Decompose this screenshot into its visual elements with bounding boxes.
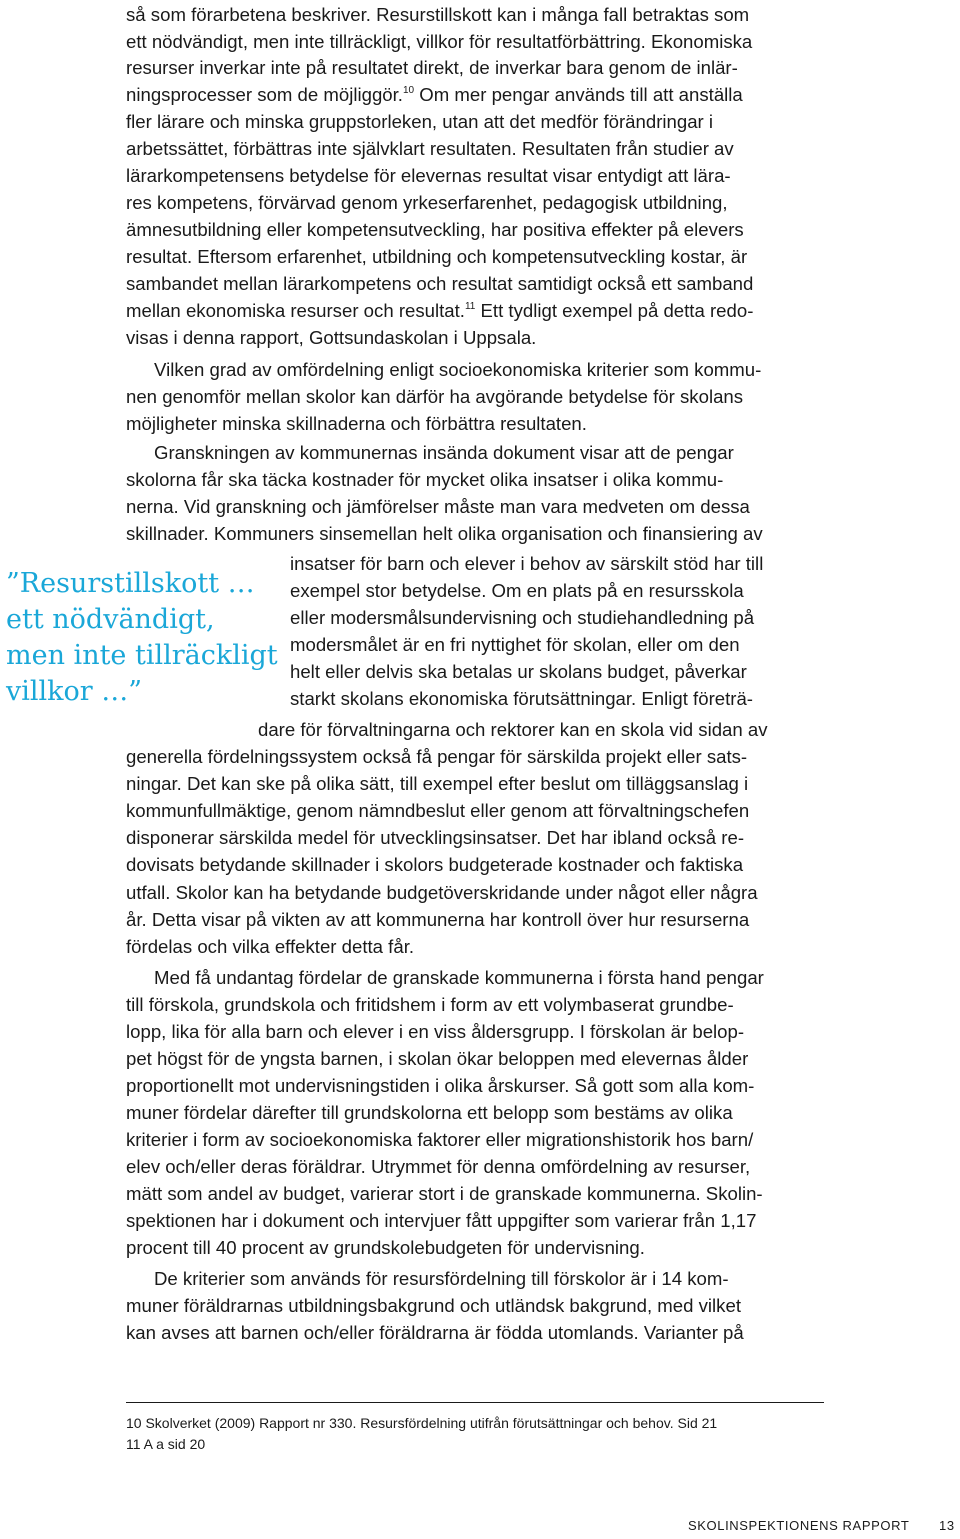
body-text-run: mellan ekonomiska resurser och resultat. xyxy=(126,300,465,321)
body-line: dovisats betydande skillnader i skolors budgeterade kostnader och faktiska xyxy=(126,854,744,875)
body-line: insatser för barn och elever i behov av särskilt stöd har till xyxy=(290,553,764,574)
body-line: Granskningen av kommunernas insända dokument visar att de pengar xyxy=(154,442,734,463)
body-line xyxy=(126,82,743,108)
body-line: lopp, lika för alla barn och elever i en viss åldersgrupp. I förskolan är belop- xyxy=(126,1021,745,1042)
pull-quote-line: villkor …” xyxy=(6,676,143,707)
body-line: modersmålet är en fri nyttighet för skolan, eller om den xyxy=(290,634,740,655)
body-line: spektionen har i dokument och intervjuer fått uppgifter som varierar från 1,17 xyxy=(126,1210,757,1231)
body-line: ämnesutbildning eller kompetensutveckling, har positiva effekter på elevers xyxy=(126,219,744,240)
body-line: ningar. Det kan ske på olika sätt, till exempel efter beslut om tilläggsanslag i xyxy=(126,773,749,794)
footnote: 10 Skolverket (2009) Rapport nr 330. Resursfördelning utifrån förutsättningar och behov. Sid 21 xyxy=(126,1415,718,1431)
body-line: år. Detta visar på vikten av att kommunerna har kontroll över hur resurserna xyxy=(126,909,750,930)
body-line: helt eller delvis ska betalas ur skolans budget, påverkar xyxy=(290,661,747,682)
footer-publication-title: SKOLINSPEKTIONENS RAPPORT xyxy=(688,1518,910,1533)
body-text-run: Om mer pengar används till att anställa xyxy=(419,84,743,105)
footnote-divider xyxy=(126,1402,824,1403)
body-line: resurser inverkar inte på resultatet direkt, de inverkar bara genom de inlär- xyxy=(126,57,738,78)
body-line: visas i denna rapport, Gottsundaskolan i Uppsala. xyxy=(126,327,537,348)
body-line: nen genomför mellan skolor kan därför ha avgörande betydelse för skolans xyxy=(126,386,744,407)
body-line: skillnader. Kommuners sinsemellan helt olika organisation och finansiering av xyxy=(126,523,763,544)
body-line: nerna. Vid granskning och jämförelser måste man vara medveten om dessa xyxy=(126,496,750,517)
body-line: kommunfullmäktige, genom nämndbeslut eller genom att förvaltningschefen xyxy=(126,800,750,821)
body-line: arbetssättet, förbättras inte självklart resultaten. Resultaten från studier av xyxy=(126,138,734,159)
body-line: Vilken grad av omfördelning enligt socioekonomiska kriterier som kommu- xyxy=(154,359,762,380)
body-line: kan avses att barnen och/eller föräldrarna är födda utomlands. Varianter på xyxy=(126,1322,744,1343)
body-line: muner fördelar därefter till grundskolorna ett belopp som bestäms av olika xyxy=(126,1102,733,1123)
footnote-ref: 11 xyxy=(464,301,476,312)
body-line: proportionellt mot undervisningstiden i olika årskurser. Så gott som alla kom- xyxy=(126,1075,755,1096)
pull-quote-line: ett nödvändigt, xyxy=(6,604,215,635)
body-line: De kriterier som används för resursfördelning till förskolor är i 14 kom- xyxy=(154,1268,729,1289)
body-line: res kompetens, förvärvad genom yrkeserfarenhet, pedagogisk utbildning, xyxy=(126,192,728,213)
pull-quote xyxy=(6,566,278,710)
body-line: pet högst för de yngsta barnen, i skolan ökar beloppen med elevernas ålder xyxy=(126,1048,749,1069)
body-line: till förskola, grundskola och fritidshem i form av ett volymbaserat grundbe- xyxy=(126,994,734,1015)
body-line: ett nödvändigt, men inte tillräckligt, villkor för resultatförbättring. Ekonomiska xyxy=(126,31,753,52)
footnote: 11 A a sid 20 xyxy=(126,1436,206,1452)
body-line: generella fördelningssystem också få pengar för särskilda projekt eller sats- xyxy=(126,746,748,767)
body-line: sambandet mellan lärarkompetens och resultat samtidigt också ett samband xyxy=(126,273,754,294)
body-line: skolorna får ska täcka kostnader för mycket olika insatser i olika kommu- xyxy=(126,469,724,490)
body-line xyxy=(126,298,753,324)
body-line: eller modersmålsundervisning och studiehandledning på xyxy=(290,607,755,628)
body-text-run: Ett tydligt exempel på detta redo- xyxy=(480,300,754,321)
body-line: procent till 40 procent av grundskolebudgeten för undervisning. xyxy=(126,1237,645,1258)
body-line: resultat. Eftersom erfarenhet, utbildning och kompetensutveckling kostar, är xyxy=(126,246,748,267)
body-line: möjligheter minska skillnaderna och förbättra resultaten. xyxy=(126,413,587,434)
body-line: dare för förvaltningarna och rektorer kan en skola vid sidan av xyxy=(258,719,768,740)
body-line: exempel stor betydelse. Om en plats på en resursskola xyxy=(290,580,744,601)
body-line: så som förarbetena beskriver. Resurstillskott kan i många fall betraktas som xyxy=(126,4,750,25)
body-line: utfall. Skolor kan ha betydande budgetöverskridande under något eller några xyxy=(126,882,758,903)
pull-quote-line: ”Resurstillskott … xyxy=(6,568,255,599)
body-line: kriterier i form av socioekonomiska faktorer eller migrationshistorik hos barn/ xyxy=(126,1129,754,1150)
body-line: elev och/eller deras föräldrar. Utrymmet för denna omfördelning av resurser, xyxy=(126,1156,751,1177)
body-text-run: ningsprocesser som de möjliggör. xyxy=(126,84,403,105)
page-number: 13 xyxy=(939,1518,955,1533)
body-line: lärarkompetensens betydelse för elevernas resultat visar entydigt att lära- xyxy=(126,165,731,186)
body-line: mätt som andel av budget, varierar stort i de granskade kommunerna. Skolin- xyxy=(126,1183,763,1204)
body-line: Med få undantag fördelar de granskade kommunerna i första hand pengar xyxy=(154,967,764,988)
body-line: fler lärare och minska gruppstorleken, utan att det medför förändringar i xyxy=(126,111,714,132)
body-line: fördelas och vilka effekter detta får. xyxy=(126,936,415,957)
footnote-ref: 10 xyxy=(402,85,415,96)
body-line: muner föräldrarnas utbildningsbakgrund och utländsk bakgrund, med vilket xyxy=(126,1295,741,1316)
body-line: disponerar särskilda medel för utvecklingsinsatser. Det har ibland också re- xyxy=(126,827,745,848)
pull-quote-line: men inte tillräckligt xyxy=(6,640,278,671)
body-line: starkt skolans ekonomiska förutsättningar. Enligt företrä- xyxy=(290,688,753,709)
